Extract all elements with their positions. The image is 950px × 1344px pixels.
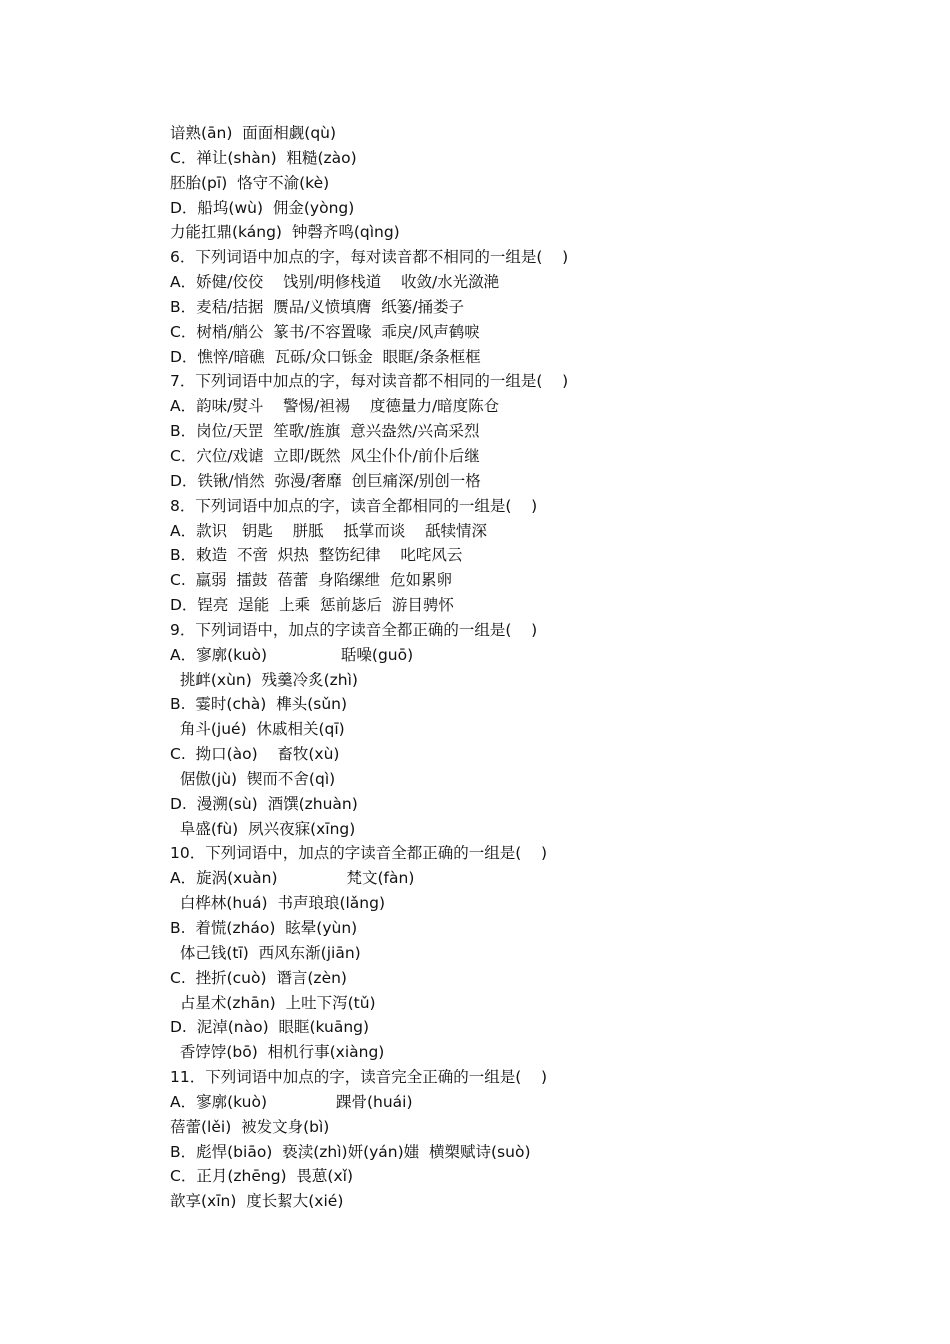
text-line: 香饽饽(bō) 相机行事(xiàng)	[170, 1043, 385, 1062]
text-line: 挑衅(xùn) 残羹冷炙(zhì)	[170, 670, 358, 689]
text-line: B．麦秸/拮据 赝品/义愤填膺 纸篓/捅娄子	[170, 297, 465, 316]
text-line: C．禅让(shàn) 粗糙(zào)	[170, 148, 357, 167]
text-line: A．旋涡(xuàn) 梵文(fàn)	[170, 869, 415, 888]
text-line: C. 拗口(ào) 畜牧(xù)	[170, 745, 340, 764]
text-line: A．寥廓(kuò) 聒噪(guō)	[170, 645, 414, 664]
text-line: 8．下列词语中加点的字，读音全都相同的一组是( )	[170, 496, 538, 515]
text-line: C．正月(zhēng) 畏葸(xǐ)	[170, 1167, 354, 1186]
text-line: A．寥廓(kuò) 踝骨(huái)	[170, 1092, 413, 1111]
text-line: D．铁锹/悄然 弥漫/奢靡 创巨痛深/别创一格	[170, 471, 481, 490]
text-line: A．款识 钥匙 胼胝 抵掌而谈 舐犊情深	[170, 521, 488, 540]
text-line: C．穴位/戏谑 立即/既然 风尘仆仆/前仆后继	[170, 446, 480, 465]
text-line: C. 挫折(cuò) 谮言(zèn)	[170, 968, 347, 987]
text-line: D．船坞(wù) 佣金(yòng)	[170, 198, 355, 217]
text-line: B．岗位/天罡 笙歌/旌旗 意兴盎然/兴高采烈	[170, 422, 480, 441]
text-line: 谙熟(ān) 面面相觑(qù)	[170, 124, 337, 142]
exercise-text	[170, 121, 870, 1214]
text-line: B. 着慌(zháo) 眩晕(yùn)	[170, 919, 358, 937]
text-line: 7．下列词语中加点的字，每对读音都不相同的一组是( )	[170, 372, 569, 391]
text-line: 占星术(zhān) 上吐下泻(tǔ)	[170, 993, 376, 1012]
text-line: 力能扛鼎(káng) 钟磬齐鸣(qìng)	[170, 223, 400, 242]
text-line: B．敕造 不啻 炽热 整饬纪律 叱咤风云	[170, 546, 463, 565]
text-line: 10．下列词语中，加点的字读音全都正确的一组是( )	[170, 844, 548, 863]
text-line: D. 泥淖(nào) 眼眶(kuāng)	[170, 1018, 370, 1037]
text-line: A．韵味/熨斗 警惕/袒裼 度德量力/暗度陈仓	[170, 397, 500, 416]
text-line: C. 羸弱 擂鼓 蓓蕾 身陷缧绁 危如累卵	[170, 571, 453, 590]
text-line: 9．下列词语中，加点的字读音全都正确的一组是( )	[170, 620, 538, 639]
text-line: C．树梢/艄公 篆书/不容置喙 乖戾/风声鹤唳	[170, 322, 480, 341]
text-line: D．锃亮 逞能 上乘 惩前毖后 游目骋怀	[170, 596, 454, 615]
text-line: 倨傲(jù) 锲而不舍(qì)	[170, 769, 336, 788]
text-line: 蓓蕾(lěi) 被发文身(bì)	[170, 1117, 330, 1136]
text-line: A．娇健/佼佼 饯别/明修栈道 收敛/水光潋滟	[170, 273, 500, 292]
text-line: 体己钱(tī) 西风东渐(jiān)	[170, 943, 361, 962]
text-line: 胚胎(pī) 恪守不渝(kè)	[170, 173, 330, 192]
text-line: D. 漫溯(sù) 酒馔(zhuàn)	[170, 794, 358, 813]
text-line: 角斗(jué) 休戚相关(qī)	[170, 720, 345, 739]
text-line: 白桦林(huá) 书声琅琅(lǎng)	[170, 894, 386, 913]
text-line: B．彪悍(biāo) 亵渎(zhì)妍(yán)媸 横槊赋诗(suò)	[170, 1142, 531, 1161]
text-line: B. 霎时(chà) 榫头(sǔn)	[170, 695, 348, 714]
text-line: 6．下列词语中加点的字，每对读音都不相同的一组是( )	[170, 248, 569, 267]
text-line: 歆享(xīn) 度长絜大(xié)	[170, 1192, 344, 1211]
text-line: 11．下列词语中加点的字，读音完全正确的一组是( )	[170, 1068, 548, 1087]
text-line: 阜盛(fù) 夙兴夜寐(xīng)	[170, 819, 356, 838]
text-line: D．憔悴/暗礁 瓦砾/众口铄金 眼眶/条条框框	[170, 347, 481, 366]
